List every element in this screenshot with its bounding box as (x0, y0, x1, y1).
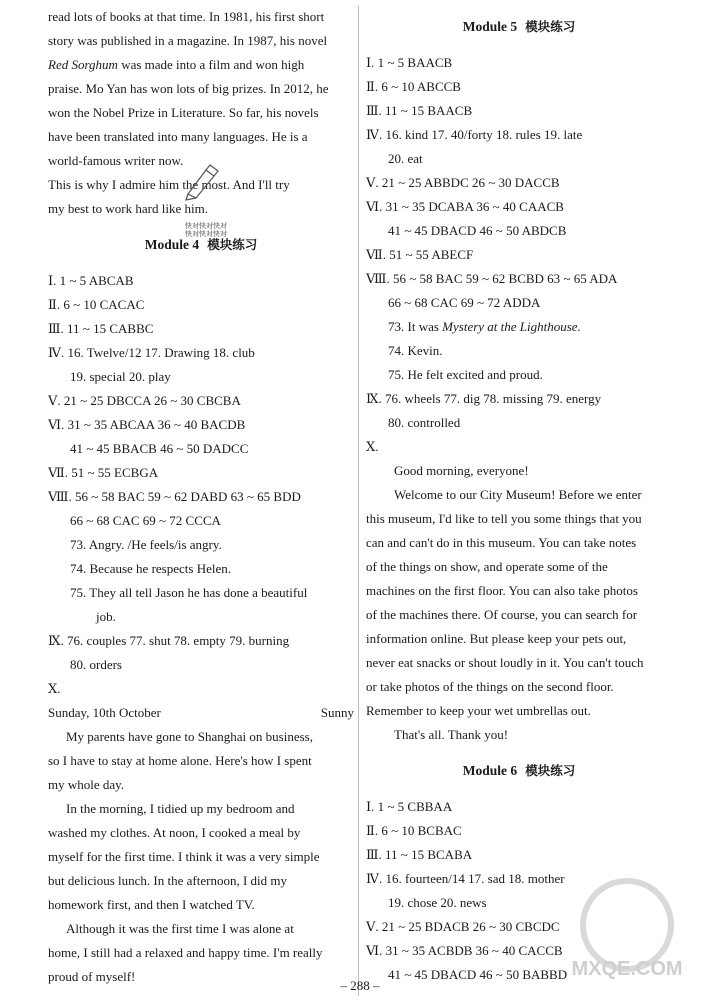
answer-line: Ⅲ. 11 ~ 15 BAACB (366, 103, 473, 118)
diary-line: My parents have gone to Shanghai on business, (66, 729, 313, 744)
diary-line: but delicious lunch. In the afternoon, I did my (48, 873, 288, 888)
column-divider (358, 6, 359, 996)
diary-header (48, 704, 354, 722)
diary-weather: Sunny (320, 705, 354, 720)
module6-heading: Module 6 模块练习 (462, 763, 576, 778)
answer-line: Ⅷ. 56 ~ 58 BAC 59 ~ 62 DABD 63 ~ 65 BDD (48, 489, 301, 504)
answer-line: 19. special 20. play (70, 369, 171, 384)
intro-line: story was published in a magazine. In 1987, his novel (48, 33, 328, 48)
answer-line: Ⅷ. 56 ~ 58 BAC 59 ~ 62 BCBD 63 ~ 65 ADA (366, 271, 618, 286)
answer-line: Ⅱ. 6 ~ 10 ABCCB (366, 79, 461, 94)
speech-line: information online. But please keep your pets out, (366, 631, 627, 646)
intro-line: read lots of books at that time. In 1981, his first short (48, 9, 325, 24)
answer-line: Ⅲ. 11 ~ 15 CABBC (48, 321, 154, 336)
answer-line: Ⅴ. 21 ~ 25 BDACB 26 ~ 30 CBCDC (366, 919, 560, 934)
answer-line: 66 ~ 68 CAC 69 ~ 72 ADDA (388, 295, 541, 310)
answer-line: 75. He felt excited and proud. (388, 367, 543, 382)
intro-line-novel: Red Sorghum was made into a film and won high (48, 57, 305, 72)
speech-line: of the machines there. Of course, you can search for (366, 607, 638, 622)
answer-line: Ⅸ. 76. couples 77. shut 78. empty 79. burning (48, 633, 290, 648)
pen-stamp-icon (180, 162, 220, 202)
answer-line: Ⅰ. 1 ~ 5 ABCAB (48, 273, 134, 288)
speech-line: can and can't do in this museum. You can take notes (366, 535, 637, 550)
answer-line: 80. controlled (388, 415, 461, 430)
diary-line: washed my clothes. At noon, I cooked a meal by (48, 825, 301, 840)
answer-line: Ⅱ. 6 ~ 10 CACAC (48, 297, 145, 312)
speech-line: this museum, I'd like to tell you some things that you (366, 511, 642, 526)
speech-line: Good morning, everyone! (394, 463, 529, 478)
diary-line: In the morning, I tidied up my bedroom and (66, 801, 295, 816)
diary-date: Sunday, 10th October (48, 705, 161, 720)
answer-line: 74. Kevin. (388, 343, 443, 358)
answer-line: Ⅰ. 1 ~ 5 CBBAA (366, 799, 453, 814)
answer-line: Ⅴ. 21 ~ 25 DBCCA 26 ~ 30 CBCBA (48, 393, 241, 408)
answer-line: Ⅳ. 16. kind 17. 40/forty 18. rules 19. late (366, 127, 583, 142)
answer-line: Ⅰ. 1 ~ 5 BAACB (366, 55, 453, 70)
module5-heading: Module 5 模块练习 (462, 19, 576, 34)
diary-line: proud of myself! (48, 969, 136, 984)
diary-line: so I have to stay at home alone. Here's how I spent (48, 753, 312, 768)
module4-heading: Module 4 模块练习 (144, 237, 258, 252)
speech-line: Remember to keep your wet umbrellas out. (366, 703, 591, 718)
answer-line: 41 ~ 45 DBACD 46 ~ 50 ABDCB (388, 223, 567, 238)
answer-line: 75. They all tell Jason he has done a beautiful (70, 585, 308, 600)
stamp-text: 快对快对快对 快对快对快对 (185, 222, 227, 238)
intro-line: world-famous writer now. (48, 153, 184, 168)
answer-line: Ⅴ. 21 ~ 25 ABBDC 26 ~ 30 DACCB (366, 175, 560, 190)
answer-line: Ⅵ. 31 ~ 35 ACBDB 36 ~ 40 CACCB (366, 943, 563, 958)
speech-line: or take photos of the things on the second floor. (366, 679, 614, 694)
novel-title: Red Sorghum (48, 57, 118, 72)
diary-line: myself for the first time. I think it was a very simple (48, 849, 320, 864)
answer-line: Ⅵ. 31 ~ 35 DCABA 36 ~ 40 CAACB (366, 199, 564, 214)
answer-line: 74. Because he respects Helen. (70, 561, 231, 576)
answer-line: Ⅶ. 51 ~ 55 ECBGA (48, 465, 159, 480)
intro-line: praise. Mo Yan has won lots of big prizes. In 2012, he (48, 81, 329, 96)
answer-line: 66 ~ 68 CAC 69 ~ 72 CCCA (70, 513, 221, 528)
diary-line: my whole day. (48, 777, 125, 792)
answer-line: 73. It was Mystery at the Lighthouse. (388, 319, 581, 334)
answer-line: Ⅳ. 16. Twelve/12 17. Drawing 18. club (48, 345, 255, 360)
site-watermark (542, 875, 712, 985)
closing-line: This is why I admire him the most. And I'll try (48, 177, 290, 192)
answer-line: Ⅶ. 51 ~ 55 ABECF (366, 247, 474, 262)
diary-line: homework first, and then I watched TV. (48, 897, 255, 912)
answer-line: 19. chose 20. news (388, 895, 487, 910)
svg-text:MXQE.COM: MXQE.COM (571, 958, 683, 980)
answer-line: 20. eat (388, 151, 423, 166)
answer-line: Ⅹ. (48, 681, 61, 696)
closing-line: my best to work hard like him. (48, 201, 208, 216)
speech-line: never eat snacks or shout loudly in it. You can't touch (366, 655, 644, 670)
answer-line: job. (96, 609, 116, 624)
intro-line: won the Nobel Prize in Literature. So far, his novels (48, 105, 319, 120)
answer-line: Ⅳ. 16. fourteen/14 17. sad 18. mother (366, 871, 565, 886)
intro-line: have been translated into many languages. He is a (48, 129, 308, 144)
speech-line: That's all. Thank you! (394, 727, 509, 742)
answer-line: Ⅱ. 6 ~ 10 BCBAC (366, 823, 462, 838)
answer-line: 41 ~ 45 DBACD 46 ~ 50 BABBD (388, 967, 568, 982)
answer-line: 80. orders (70, 657, 122, 672)
answer-line: Ⅹ. (366, 439, 379, 454)
answer-line: 41 ~ 45 BBACB 46 ~ 50 DADCC (70, 441, 249, 456)
speech-line: Welcome to our City Museum! Before we enter (394, 487, 642, 502)
speech-line: machines on the first floor. You can also take photos (366, 583, 638, 598)
answer-line: Ⅸ. 76. wheels 77. dig 78. missing 79. energy (366, 391, 602, 406)
speech-line: of the things on show, and operate some of the (366, 559, 608, 574)
answer-line: 73. Angry. /He feels/is angry. (70, 537, 222, 552)
story-title: Mystery at the Lighthouse. (442, 319, 581, 334)
diary-line: home, I still had a relaxed and happy time. I'm really (48, 945, 323, 960)
answer-line: Ⅲ. 11 ~ 15 BCABA (366, 847, 473, 862)
page-number: – 288 – (340, 978, 380, 993)
answer-line: Ⅵ. 31 ~ 35 ABCAA 36 ~ 40 BACDB (48, 417, 246, 432)
diary-line: Although it was the first time I was alone at (66, 921, 294, 936)
